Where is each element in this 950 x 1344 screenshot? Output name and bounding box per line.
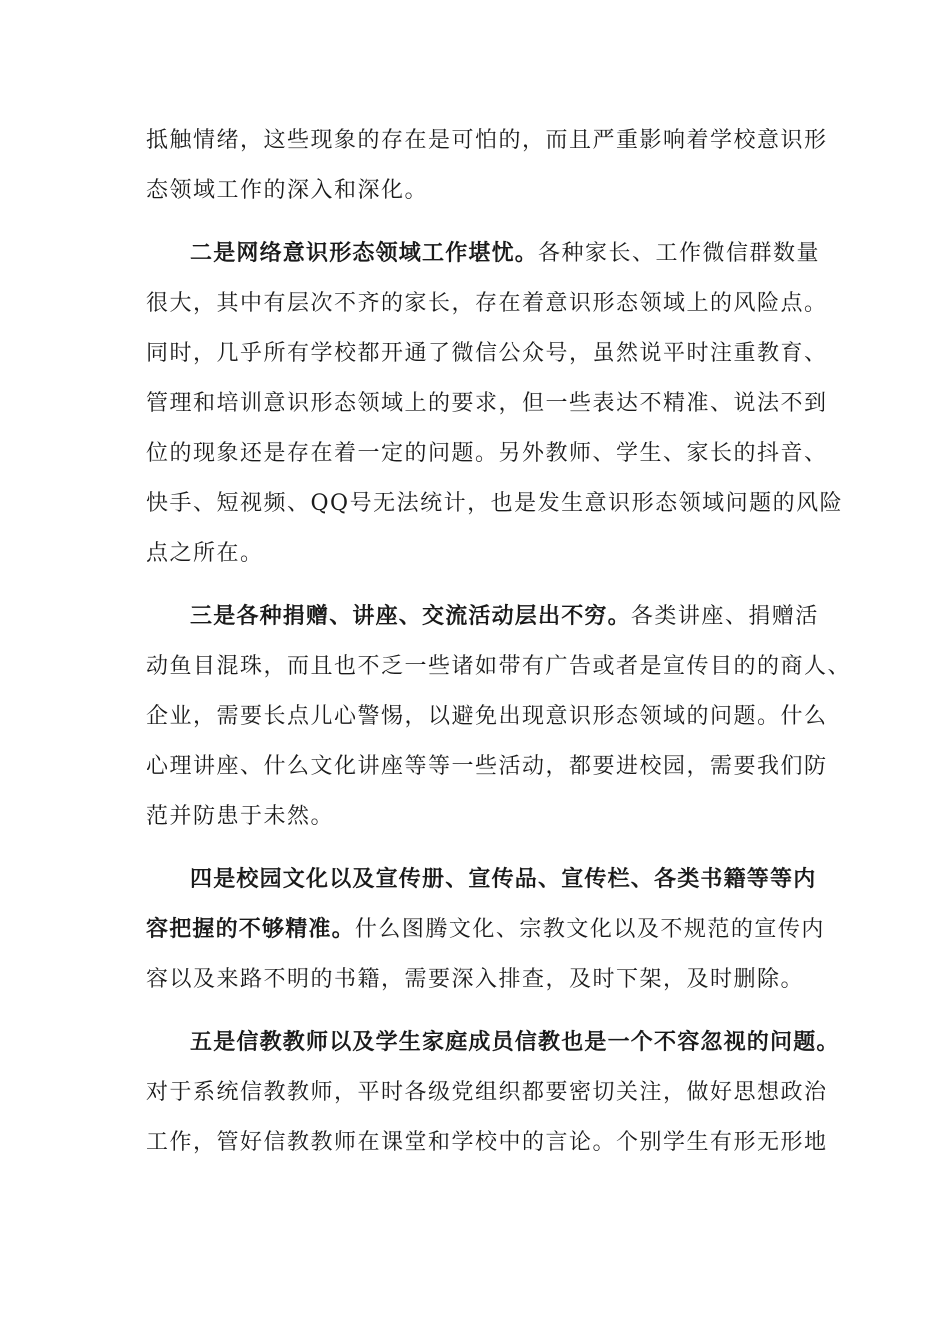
paragraph-5-line-1 — [146, 1028, 840, 1058]
paragraph-4-line-1 — [146, 865, 817, 895]
paragraph-2-line-5: 位的现象还是存在着一定的问题。另外教师、学生、家长的抖音、 — [146, 441, 828, 466]
paragraph-2-heading: 二是网络意识形态领域工作堪忧。 — [190, 241, 539, 266]
paragraph-1-line-2: 态领域工作的深入和深化。 — [146, 178, 429, 203]
paragraph-4-line-3: 容以及来路不明的书籍，需要深入排查，及时下架，及时删除。 — [146, 967, 805, 992]
document-body — [146, 126, 852, 1158]
paragraph-4-heading: 四是校园文化以及宣传册、宣传品、宣传栏、各类书籍等等内 — [190, 867, 817, 892]
paragraph-2-line-2: 很大，其中有层次不齐的家长，存在着意识形态领域上的风险点。 — [146, 291, 828, 316]
paragraph-3-text-1: 各类讲座、捐赠活 — [630, 604, 819, 629]
paragraph-2-text-1: 各种家长、工作微信群数量 — [538, 241, 821, 266]
paragraph-4-heading-2: 容把握的不够精准。 — [146, 917, 355, 942]
paragraph-3-heading: 三是各种捐赠、讲座、交流活动层出不穷。 — [190, 604, 631, 629]
paragraph-2-line-4: 管理和培训意识形态领域上的要求，但一些表达不精准、说法不到 — [146, 391, 828, 416]
paragraph-4-text-1: 什么图腾文化、宗教文化以及不规范的宣传内 — [354, 917, 825, 942]
paragraph-3-line-3: 企业，需要长点儿心警惕，以避免出现意识形态领域的问题。什么 — [146, 704, 828, 729]
paragraph-1-line-1: 抵触情绪，这些现象的存在是可怕的，而且严重影响着学校意识形 — [146, 128, 828, 153]
paragraph-2-line-6: 快手、短视频、QQ号无法统计，也是发生意识形态领域问题的风险 — [146, 491, 844, 516]
paragraph-2-line-1 — [146, 239, 821, 269]
paragraph-3-line-5: 范并防患于未然。 — [146, 804, 335, 829]
paragraph-3-line-2: 动鱼目混珠，而且也不乏一些诸如带有广告或者是宣传目的的商人、 — [146, 654, 852, 679]
paragraph-5-line-3: 工作，管好信教教师在课堂和学校中的言论。个别学生有形无形地 — [146, 1130, 828, 1155]
paragraph-2-line-3: 同时，几乎所有学校都开通了微信公众号，虽然说平时注重教育、 — [146, 341, 828, 366]
paragraph-4-line-2 — [146, 915, 825, 945]
paragraph-2-line-7: 点之所在。 — [146, 541, 264, 566]
paragraph-5-heading: 五是信教教师以及学生家庭成员信教也是一个不容忽视的问题。 — [190, 1030, 840, 1055]
paragraph-5-line-2: 对于系统信教教师，平时各级党组织都要密切关注，做好思想政治 — [146, 1080, 828, 1105]
paragraph-3-line-1 — [146, 602, 819, 632]
paragraph-3-line-4: 心理讲座、什么文化讲座等等一些活动，都要进校园，需要我们防 — [146, 754, 828, 779]
